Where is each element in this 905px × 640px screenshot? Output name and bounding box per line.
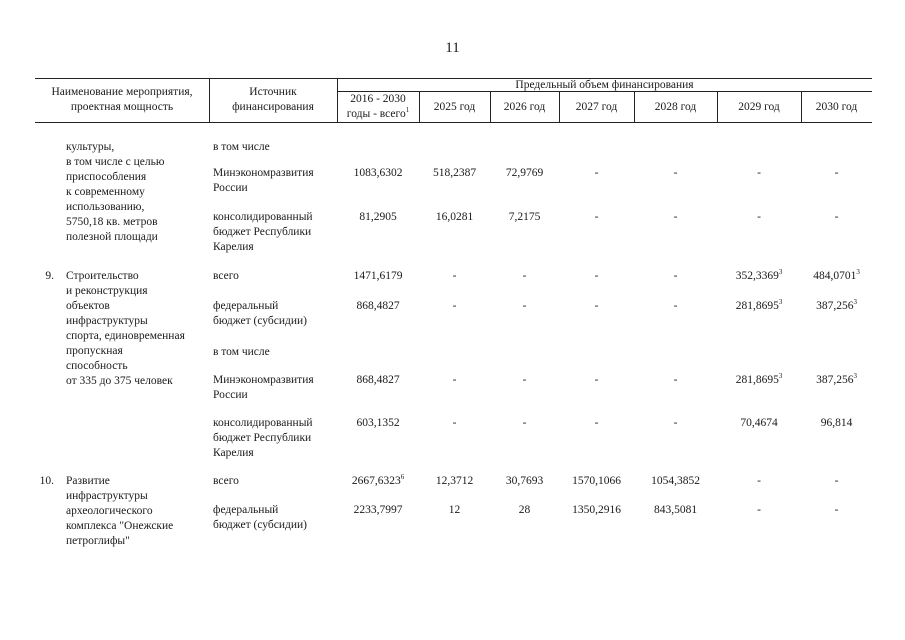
year-value [634,166,717,181]
measure-name-text: Развитие инфраструктуры археологического комплекса "Онежские петроглифы" [66,475,174,547]
year-value [559,373,634,388]
funding-source-text: федеральный бюджет (субсидии) [213,300,307,327]
year-value [801,416,872,431]
funding-source [213,269,337,284]
year-value-text: 518,2387 [432,167,477,179]
year-value [717,299,801,314]
year-value [801,166,872,181]
footnote-mark: 6 [400,473,405,481]
funding-source-text: консолидированный бюджет Республики Карелия [213,211,313,253]
measure-name-text: культуры, в том числе с целью приспособления к современному использованию, 5750,18 кв. метров полезной площади [66,141,165,243]
year-value-text: - [452,270,457,282]
funding-source [213,299,337,329]
year-value [634,373,717,388]
total-value [337,474,419,489]
total-value [337,416,419,431]
year-value [634,416,717,431]
row-number-text: 10. [39,475,54,487]
year-value-text: - [757,211,761,223]
header-year: 2025 год [433,101,476,113]
year-value [717,166,801,181]
year-value-text: 387,256 [816,374,854,386]
footnote-mark: 3 [853,298,857,306]
year-value [419,503,490,518]
year-value [717,373,801,388]
year-value-text: 7,2175 [508,211,541,223]
year-value [559,503,634,518]
year-value-text: 843,5081 [653,504,698,516]
year-value [559,210,634,225]
header-year: 2029 год [738,101,780,113]
year-value-text: 16,0281 [435,211,474,223]
year-value [490,373,559,388]
year-value-text: - [452,300,457,312]
year-value-text: 1570,1066 [572,475,621,487]
total-value-text: 2233,7997 [353,504,403,516]
year-value-text: - [522,300,527,312]
year-value-text: - [594,417,599,429]
year-value-text: - [673,167,678,179]
year-value [419,269,490,284]
funding-source-text: федеральный бюджет (субсидии) [213,504,307,531]
year-value-text: - [673,270,678,282]
year-value [634,299,717,314]
funding-source [213,474,337,489]
total-value-text: 868,4827 [356,374,400,386]
year-value [559,269,634,284]
year-value [490,416,559,431]
year-value-text: - [834,504,839,516]
year-value-text: 484,0701 [813,270,857,282]
row-number [35,269,54,284]
year-value [490,210,559,225]
total-value-text: 1083,6302 [353,167,403,179]
year-value-text: 28 [518,504,531,516]
year-value [801,474,872,489]
year-value-text: 30,7693 [505,475,544,487]
row-number [35,474,54,489]
funding-source [213,345,337,360]
year-value-text: - [594,167,599,179]
year-value [419,373,490,388]
year-value-text: 387,256 [816,300,854,312]
year-value-text: - [452,417,457,429]
year-value [559,474,634,489]
year-value-text: 70,4674 [740,417,778,429]
year-value-text: - [834,475,839,487]
year-value [717,503,801,518]
header-year: 2028 год [654,101,697,113]
year-value-text: 96,814 [820,417,853,429]
funding-source [213,503,337,533]
year-value-text: - [673,300,678,312]
total-value-text: 81,2905 [359,211,397,223]
total-value [337,373,419,388]
year-value [717,210,801,225]
year-value [419,474,490,489]
year-value-text: 12,3712 [435,475,474,487]
year-value [419,299,490,314]
year-value-text: 281,8695 [735,374,779,386]
year-value-text: - [757,167,761,179]
year-value-text: - [452,374,457,386]
year-value-text: - [522,374,527,386]
measure-name-text: Строительство и реконструкция объектов инфраструктуры спорта, единовременная пропускная способность от 335 до 375 человек [66,270,185,387]
year-value [801,269,872,284]
year-value-text: - [673,374,678,386]
year-value-text: - [834,167,839,179]
year-value-text: 12 [448,504,461,516]
year-value [801,210,872,225]
year-value-text: - [594,374,599,386]
year-value [490,474,559,489]
funding-source-text: Минэкономразвития России [213,374,314,401]
page-number: 11 [445,40,460,56]
total-value [337,503,419,518]
header-limit: Предельный объем финансирования [515,79,694,91]
year-value [419,416,490,431]
funding-source-text: всего [213,270,239,282]
total-value-text: 868,4827 [356,300,400,312]
year-value-text: 1054,3852 [651,475,700,487]
year-value [717,269,801,284]
header-name: Наименование мероприятия, проектная мощность [51,86,193,113]
year-value-text: - [522,417,527,429]
year-value [801,503,872,518]
year-value [559,299,634,314]
year-value [801,299,872,314]
funding-source-text: в том числе [213,141,270,153]
year-value-text: - [757,504,761,516]
total-value-text: 2667,6323 [351,475,401,487]
measure-name [66,140,208,245]
year-value-text: - [673,211,678,223]
year-value [490,503,559,518]
footnote-mark: 1 [405,106,410,114]
year-value-text: 352,3369 [735,270,779,282]
total-value-text: 1471,6179 [353,270,403,282]
funding-source [213,373,337,403]
footnote-mark: 3 [856,268,860,276]
row-number-text: 9. [45,270,54,282]
header-bottom-border [35,122,872,123]
measure-name [66,269,208,389]
funding-source [213,166,337,196]
year-value [419,166,490,181]
year-value-text: - [522,270,527,282]
funding-source [213,416,337,461]
year-value-text: - [594,300,599,312]
funding-source-text: консолидированный бюджет Республики Карелия [213,417,313,459]
header-year: 2030 год [815,101,858,113]
year-value [490,299,559,314]
year-value-text: 281,8695 [735,300,779,312]
year-value [490,269,559,284]
funding-source [213,210,337,255]
header-total [337,92,419,122]
funding-source-text: в том числе [213,346,270,358]
year-value [634,210,717,225]
total-value [337,299,419,314]
year-value [490,166,559,181]
year-value [634,269,717,284]
footnote-mark: 3 [778,268,783,276]
year-value-text: 1350,2916 [572,504,621,516]
total-value [337,166,419,181]
year-value-text: - [757,475,761,487]
header-total-label: 2016 - 2030 годы - всего [346,93,406,120]
year-value [634,503,717,518]
funding-source-text: всего [213,475,239,487]
total-value [337,210,419,225]
header-source: Источник финансирования [232,86,314,113]
year-value [801,373,872,388]
funding-source [213,140,337,155]
year-value [419,210,490,225]
year-value-text: - [834,211,839,223]
year-value [634,474,717,489]
year-value [717,416,801,431]
year-value-text: 72,9769 [505,167,544,179]
year-value [559,166,634,181]
year-value [717,474,801,489]
footnote-mark: 3 [778,298,783,306]
header-year: 2027 год [575,101,618,113]
measure-name [66,474,208,549]
footnote-mark: 3 [778,372,783,380]
year-value-text: - [673,417,678,429]
year-value-text: - [594,211,599,223]
footnote-mark: 3 [853,372,857,380]
header-year: 2026 год [503,101,546,113]
year-value [559,416,634,431]
total-value-text: 603,1352 [356,417,400,429]
funding-source-text: Минэкономразвития России [213,167,314,194]
total-value [337,269,419,284]
year-value-text: - [594,270,599,282]
